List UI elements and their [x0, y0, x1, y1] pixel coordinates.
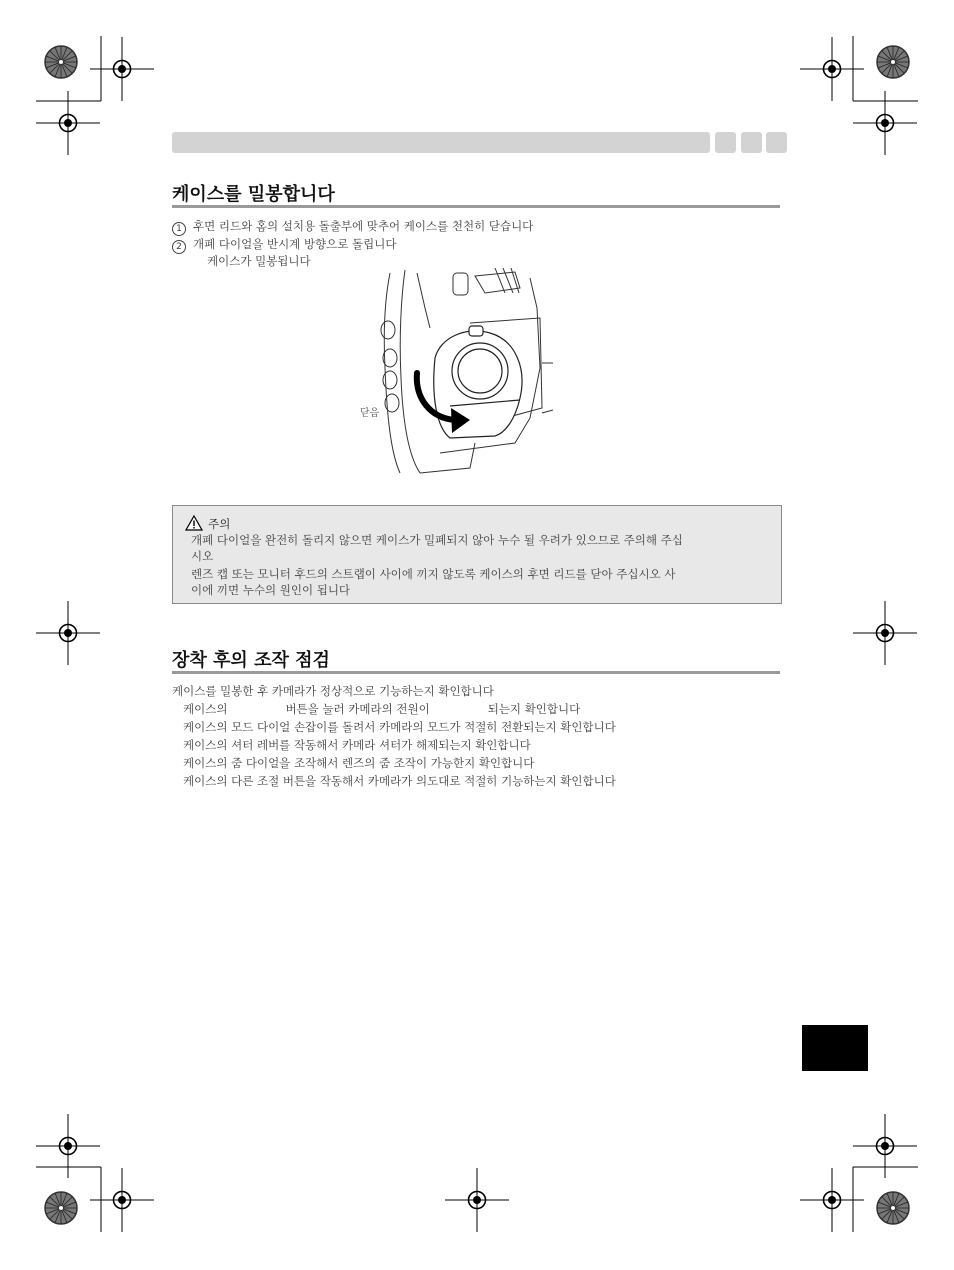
caution-line: 렌즈 캡 또는 모니터 후드의 스트랩이 사이에 끼지 않도록 케이스의 후면 리드를 닫아 주십시오 사 [191, 567, 676, 581]
warning-icon [185, 515, 203, 531]
check-intro: 케이스를 밀봉한 후 카메라가 정상적으로 기능하는지 확인합니다 [172, 684, 494, 698]
check-item: 케이스의 모드 다이얼 손잡이를 돌려서 카메라의 모드가 적절히 전환되는지 확인합니다 [183, 720, 616, 734]
caution-line: 이에 끼면 누수의 원인이 됩니다 [191, 583, 351, 597]
check-item-power [183, 700, 580, 718]
page-index-tab [802, 1025, 868, 1071]
caution-line: 시오 [191, 549, 214, 563]
header-square [766, 132, 787, 153]
step-1 [172, 217, 533, 236]
header-bar [172, 132, 710, 153]
section-heading-seal-case: 케이스를 밀봉합니다 [172, 184, 335, 205]
heading-rule [172, 205, 780, 208]
check-part: 되는지 확인합니다 [487, 702, 581, 716]
check-part: 케이스의 [183, 702, 228, 716]
check-part: 버튼을 눌러 카메라의 전원이 [285, 702, 430, 716]
header-square [741, 132, 762, 153]
step-number: 1 [172, 222, 186, 236]
figure-label-close: 닫음 [360, 408, 380, 419]
step-text: 후면 리드와 홈의 설치용 돌출부에 맞추어 케이스를 천천히 닫습니다 [193, 219, 534, 233]
caution-line: 개폐 다이얼을 완전히 돌리지 않으면 케이스가 밀폐되지 않아 누수 될 우려가 있으므로 주의해 주십 [191, 533, 683, 547]
step-2-result: 케이스가 밀봉됩니다 [207, 254, 311, 268]
check-item: 케이스의 다른 조절 버튼을 작동해서 카메라가 의도대로 적절히 기능하는지 확인합니다 [183, 774, 616, 788]
header-square [715, 132, 736, 153]
check-item: 케이스의 셔터 레버를 작동해서 카메라 셔터가 해제되는지 확인합니다 [183, 738, 531, 752]
step-number: 2 [172, 240, 186, 254]
caution-box [172, 505, 782, 604]
check-item: 케이스의 줌 다이얼을 조작해서 렌즈의 줌 조작이 가능한지 확인합니다 [183, 756, 535, 770]
caution-header [185, 513, 230, 532]
section-heading-operation-check: 장착 후의 조작 점검 [172, 650, 330, 671]
case-dial-illustration [355, 268, 555, 480]
heading-rule [172, 671, 780, 674]
caution-title: 주의 [208, 517, 231, 531]
step-text: 개폐 다이얼을 반시계 방향으로 돌립니다 [193, 237, 397, 251]
